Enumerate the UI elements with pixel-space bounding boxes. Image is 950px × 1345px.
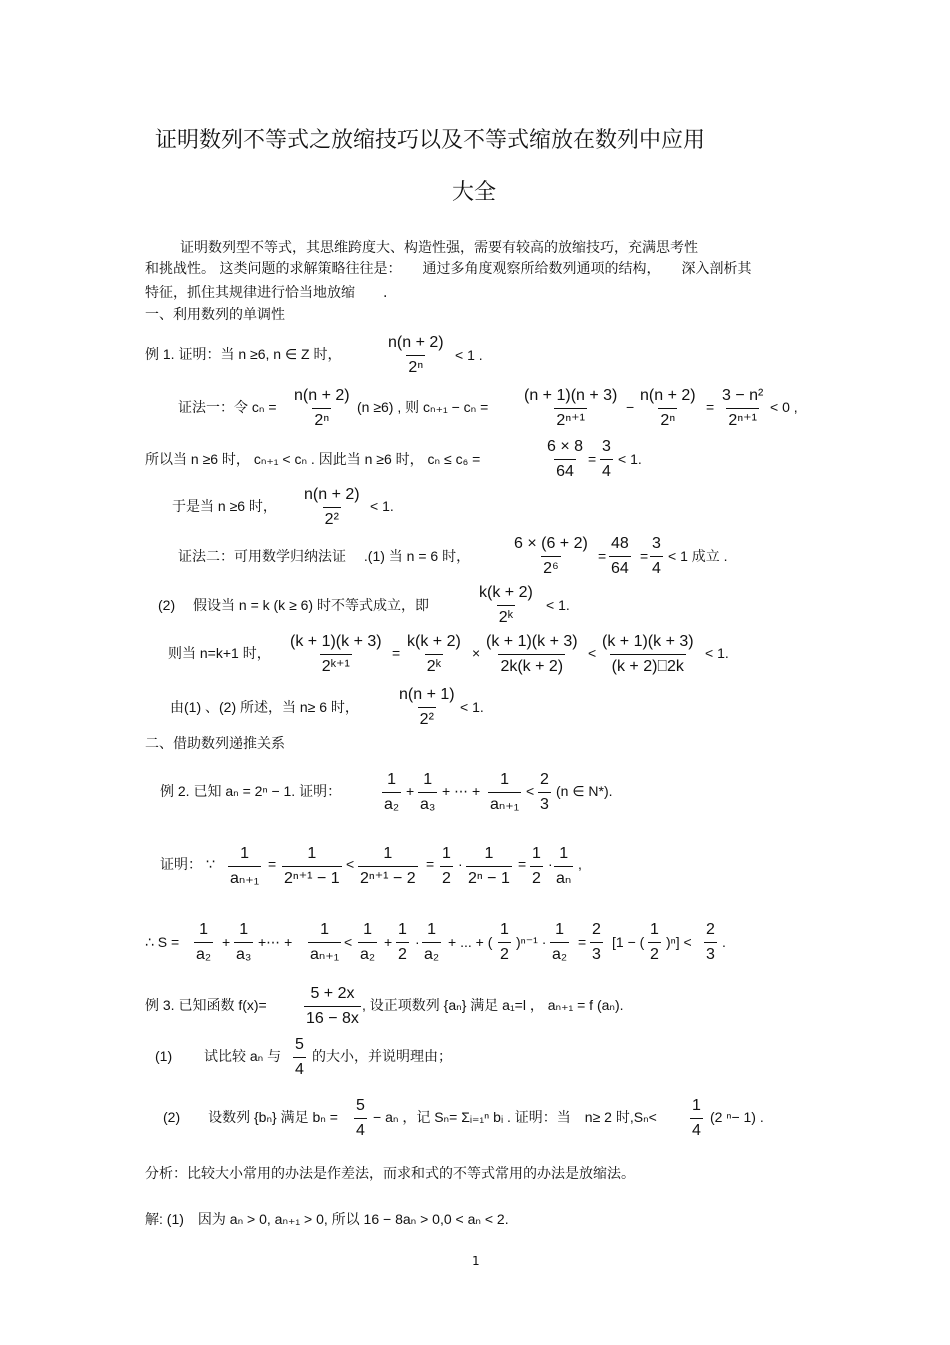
question-text: (2 ⁿ− 1) . [710,1109,764,1125]
fraction: $\frac{1}{2}$ [532,845,541,887]
example-statement: 例 1. 证明：当 n ≥6, n ∈ Z 时， [145,346,342,362]
math-text: < 0 , [770,399,798,415]
section-heading: 二、借助数列递推关系 [145,736,285,752]
fraction: $\frac{1}{\text{aₙ₊₁}}$ [490,771,520,813]
math-text: , [578,856,582,872]
math-text: < [526,783,535,799]
fraction: $\frac{2}{3}$ [540,771,549,813]
math-text: = [578,934,587,950]
intro-line: 证明数列型不等式，其思维跨度大、构造性强，需要有较高的放缩技巧，充满思考性 [180,240,698,256]
math-text: = [598,548,607,564]
example-statement: 例 3. 已知函数 f(x)= [145,997,267,1013]
example-statement: 例 2. 已知 aₙ = 2ⁿ − 1. 证明： [160,783,342,799]
math-text: = [426,856,435,872]
proof-text: 由(1) 、(2) 所述，当 n≥ 6 时， [170,699,359,715]
solution-text: 解: (1) 因为 aₙ > 0, aₙ₊₁ > 0, 所以 16 − 8aₙ > 0,0 < aₙ < 2. [145,1211,509,1227]
math-text: )ⁿ⁻¹ · [516,934,547,950]
fraction: $\frac{1}{\text{a₂}}$ [552,921,568,963]
fraction: $\frac{(k + 1)(k + 3)}{2k(k + 2)}$ [486,633,578,675]
fraction: $\frac{1}{\text{a₂}}$ [384,771,400,813]
math-text: < 1. [546,597,570,613]
math-text: < 1. [460,699,484,715]
fraction: $\frac{3}{4}$ [652,535,661,577]
math-text: +⋯ + [258,934,293,950]
math-text: · [458,856,463,872]
fraction: $\frac{1}{\text{a₂}}$ [196,921,212,963]
fraction: $\frac{n(n + 2)}{\text{2ⁿ}}$ [388,334,444,376]
fraction: $\frac{k(k + 2)}{\text{2ᵏ}}$ [479,584,533,626]
math-text: . [722,934,726,950]
math-text: )ⁿ] < [666,934,692,950]
proof-text: 证明： ∵ [160,856,215,872]
fraction: $\frac{5}{4}$ [356,1097,365,1139]
question-text: − aₙ ，记 Sₙ= Σᵢ₌₁ⁿ bᵢ . 证明：当 n≥ 2 时,Sₙ< [373,1109,657,1125]
math-text: < [344,934,353,950]
fraction: $\frac{48}{64}$ [611,535,629,577]
analysis-text: 分析：比较大小常用的办法是作差法，而求和式的不等式常用的办法是放缩法。 [145,1166,635,1182]
fraction: $\frac{(k + 1)(k + 3)}{\text{2ᵏ⁺¹}}$ [290,633,382,675]
intro-line: 和挑战性。 这类问题的求解策略往往是： 通过多角度观察所给数列通项的结构， 深入剖析其 [145,261,752,277]
math-text: < 1. [370,498,394,514]
math-text: + [384,934,393,950]
fraction: $\frac{5}{4}$ [295,1036,304,1078]
fraction: $\frac{1}{\text{aₙ₊₁}}$ [230,845,260,887]
question-text: 的大小，并说明理由； [312,1048,452,1064]
proof-text: 证法一：令 cₙ = [178,399,277,415]
page-title-2: 大全 [452,180,497,205]
math-text: (n ∈ N*). [556,783,613,799]
intro-line: 特征，抓住其规律进行恰当地放缩 . [145,285,388,301]
math-text: = [706,399,715,415]
math-text: = [518,856,527,872]
fraction: $\frac{\text{3 − n²}}{\text{2ⁿ⁺¹}}$ [722,387,764,429]
math-text: = [392,645,401,661]
math-text: + [406,783,415,799]
page-number: 1 [472,1254,480,1268]
math-text: < 1. [618,451,642,467]
math-text: < 1 . [455,347,483,363]
fraction: $\frac{1}{\text{a₃}}$ [420,771,436,813]
math-text: = [640,548,649,564]
fraction: $\frac{k(k + 2)}{\text{2ᵏ}}$ [407,633,461,675]
math-text: , 设正项数列 {aₙ} 满足 a₁=l ， aₙ₊₁ = f (aₙ). [362,997,624,1013]
fraction: $\frac{1}{\text{aₙ}}$ [556,845,572,887]
fraction: $\frac{n(n + 2)}{\text{2ⁿ}}$ [640,387,696,429]
proof-text: (n ≥6) , 则 cₙ₊₁ − cₙ = [357,399,489,415]
fraction: $\frac{1}{2}$ [650,921,659,963]
proof-text: 于是当 n ≥6 时， [172,498,277,514]
proof-text: (2) 假设当 n = k (k ≥ 6) 时不等式成立，即 [158,597,429,613]
fraction: $\frac{n(n + 2)}{\text{2ⁿ}}$ [294,387,350,429]
proof-text: 证法二：可用数学归纳法证 .(1) 当 n = 6 时， [178,548,471,564]
math-text: · [548,856,553,872]
fraction: $\frac{1}{\text{2ⁿ − 1}}$ [468,845,510,887]
fraction: $\frac{1}{2}$ [442,845,451,887]
math-text: < [346,856,355,872]
math-text: < 1 成立 . [668,548,728,564]
proof-text: 所以当 n ≥6 时， cₙ₊₁ < cₙ . 因此当 n ≥6 时， cₙ ≤ c₆ = [145,451,481,467]
fraction: $\frac{5 + 2x}{16 - 8x}$ [306,985,359,1027]
math-text: · [415,934,420,950]
question-text: (2) 设数列 {bₙ} 满足 bₙ = [163,1109,338,1125]
fraction: $\frac{1}{4}$ [692,1097,701,1139]
section-heading: 一、利用数列的单调性 [145,307,285,323]
proof-text: ∴ S = [145,934,180,950]
question-text: (1) 试比较 aₙ 与 [155,1048,282,1064]
math-text: = [268,856,277,872]
math-text: + [222,934,231,950]
fraction: $\frac{3}{4}$ [602,438,611,480]
fraction: $\frac{2}{3}$ [592,921,601,963]
fraction: $\frac{1}{\text{a₃}}$ [236,921,252,963]
fraction: $\frac{n(n + 1)}{\text{2²}}$ [399,686,455,728]
fraction: $\frac{1}{\text{aₙ₊₁}}$ [310,921,340,963]
math-text: = [588,451,597,467]
fraction: $\frac{1}{\text{2ⁿ⁺¹ − 1}}$ [284,845,340,887]
fraction: $\frac{(k + 1)(k + 3)}{(k + 2)⎕2k}$ [602,633,694,675]
math-text: × [472,645,481,661]
page-title: 证明数列不等式之放缩技巧以及不等式缩放在数列中应用 [155,128,706,153]
fraction: $\frac{6 \times (6 + 2)}{\text{2⁶}}$ [514,535,588,577]
fraction: $\frac{1}{2}$ [500,921,509,963]
math-text: < 1. [705,645,729,661]
fraction: $\frac{1}{\text{a₂}}$ [360,921,376,963]
math-text: + ... + ( [448,934,493,950]
math-text: − [626,399,635,415]
fraction: $\frac{n(n + 2)}{\text{2²}}$ [304,486,360,528]
math-text: [1 − ( [612,934,645,950]
fraction: $\frac{1}{\text{a₂}}$ [424,921,440,963]
fraction: $\frac{(n + 1)(n + 3)}{\text{2ⁿ⁺¹}}$ [524,387,618,429]
proof-text: 则当 n=k+1 时， [168,645,271,661]
math-text: < [588,645,597,661]
fraction: $\frac{1}{\text{2ⁿ⁺¹ − 2}}$ [360,845,416,887]
fraction: $\frac{6 \times 8}{64}$ [547,438,584,480]
fraction: $\frac{2}{3}$ [706,921,715,963]
fraction: $\frac{1}{2}$ [398,921,407,963]
math-text: + ⋯ + [442,783,481,799]
